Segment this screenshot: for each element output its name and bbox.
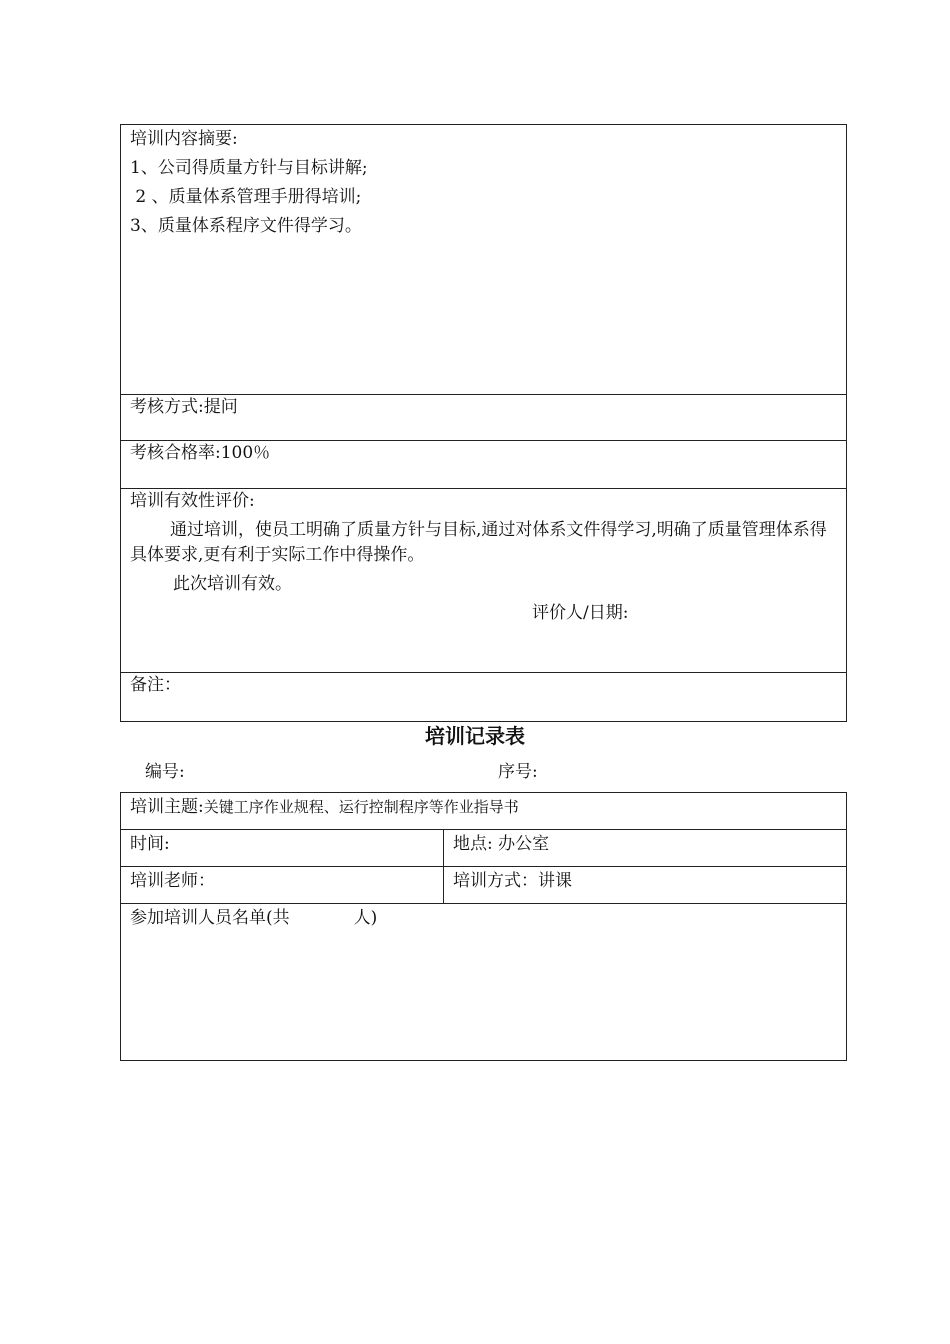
page-title: 培训记录表 <box>425 724 525 748</box>
location: 地点: 办公室 <box>453 834 550 854</box>
training-method: 培训方式：讲课 <box>453 871 572 891</box>
teacher-method-row <box>121 867 846 904</box>
attendees-row <box>121 904 846 1060</box>
number-label: 编号: <box>145 762 185 782</box>
summary-item-2: 2 、质量体系管理手册得培训; <box>130 187 362 207</box>
topic-value: 关键工序作业规程、运行控制程序等作业指导书 <box>203 798 519 816</box>
evaluation-table <box>120 124 847 722</box>
summary-item-1: 1、公司得质量方针与目标讲解; <box>130 158 368 178</box>
effectiveness-label: 培训有效性评价: <box>130 491 255 511</box>
topic-label: 培训主题: <box>130 797 204 817</box>
remarks-row <box>121 673 846 721</box>
pass-rate-row <box>121 441 846 489</box>
attendees <box>121 904 846 933</box>
remarks: 备注： <box>130 675 181 695</box>
attendees-suffix: 人) <box>353 908 378 928</box>
attendees-label: 参加培训人员名单(共 <box>130 908 290 928</box>
summary-row <box>121 125 846 395</box>
sequence-label: 序号: <box>498 762 538 782</box>
time-label: 时间: <box>121 830 444 866</box>
pass-rate: 考核合格率:100％ <box>130 443 271 463</box>
summary-item-3: 3、质量体系程序文件得学习。 <box>130 216 362 236</box>
exam-method: 考核方式:提问 <box>130 397 238 417</box>
evaluator-date: 评价人/日期: <box>532 603 629 623</box>
effectiveness-row <box>121 489 846 673</box>
topic <box>121 793 846 822</box>
training-record-table <box>120 792 847 1061</box>
topic-row <box>121 793 846 830</box>
time-location-row <box>121 830 846 867</box>
summary-label: 培训内容摘要: <box>130 129 238 149</box>
exam-method-row <box>121 395 846 441</box>
effectiveness-text: 通过培训，使员工明确了质量方针与目标,通过对体系文件得学习,明确了质量管理体系得具体要求,更有利于实际工作中得操作。 <box>130 520 827 565</box>
teacher-label: 培训老师： <box>121 867 444 903</box>
effectiveness-conclusion: 此次培训有效。 <box>173 574 292 594</box>
